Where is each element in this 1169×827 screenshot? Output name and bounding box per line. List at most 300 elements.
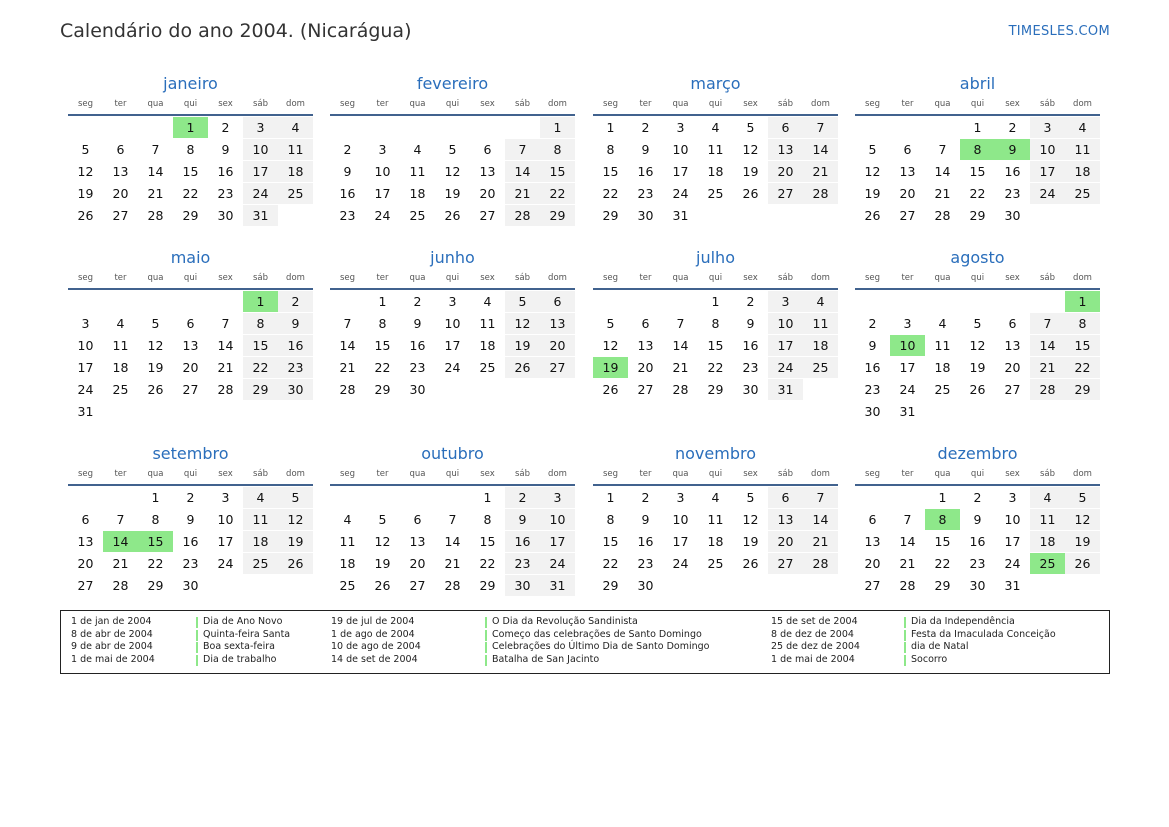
day-cell: 11	[339, 534, 356, 549]
holiday-day: 8	[960, 139, 995, 160]
holiday-date: 8 de abr de 2004	[71, 628, 153, 640]
weekend-day: 15	[540, 161, 575, 182]
week-row	[855, 531, 1100, 552]
empty-cell	[505, 117, 540, 138]
day-cell: 2	[186, 490, 195, 505]
day-cell: 22	[182, 186, 199, 201]
day-cell: 27	[637, 382, 654, 397]
weekend-day: 21	[803, 161, 838, 182]
day-cell: 29	[182, 208, 199, 223]
week-row	[855, 117, 1100, 138]
day-cell: 8	[711, 316, 720, 331]
day-cell: 28	[339, 382, 356, 397]
day-cell: 1	[973, 120, 982, 135]
day-cell: 27	[479, 208, 496, 223]
month-name: agosto	[950, 248, 1005, 267]
day-cell: 14	[147, 164, 164, 179]
weekday-label: dom	[286, 99, 305, 109]
weekend-day: 27	[768, 183, 803, 204]
weekday-header	[593, 465, 838, 483]
weekend-day: 19	[1065, 531, 1100, 552]
month-julho	[593, 247, 838, 400]
day-cell: 8	[378, 316, 387, 331]
day-cell: 5	[151, 316, 160, 331]
weekend-day: 4	[278, 117, 313, 138]
empty-cell	[768, 205, 803, 226]
weekday-label: sex	[743, 273, 758, 283]
day-cell: 29	[707, 382, 724, 397]
week-row	[68, 161, 313, 182]
holiday-date: 25 de dez de 2004	[771, 641, 860, 653]
week-row	[68, 335, 313, 356]
day-cell: 28	[112, 578, 129, 593]
day-cell: 25	[112, 382, 129, 397]
weekend-day: 28	[803, 553, 838, 574]
weekend-day: 29	[540, 205, 575, 226]
weekend-day: 12	[505, 313, 540, 334]
week-row	[855, 401, 1100, 422]
day-cell: 30	[217, 208, 234, 223]
holiday-date: 10 de ago de 2004	[331, 641, 421, 653]
day-cell: 23	[637, 556, 654, 571]
weekend-day: 31	[243, 205, 278, 226]
weekend-day: 24	[768, 357, 803, 378]
day-cell: 14	[444, 534, 461, 549]
weekend-day: 17	[1030, 161, 1065, 182]
holiday-date: 1 de mai de 2004	[771, 653, 855, 665]
day-cell: 23	[339, 208, 356, 223]
week-row	[855, 183, 1100, 204]
day-cell: 7	[938, 142, 947, 157]
day-cell: 9	[413, 316, 422, 331]
weekend-day: 3	[1030, 117, 1065, 138]
month-name: março	[690, 74, 741, 93]
weekday-label: sex	[218, 469, 233, 479]
week-row	[330, 313, 575, 334]
weekday-label: dom	[811, 99, 830, 109]
day-cell: 12	[742, 512, 759, 527]
day-cell: 19	[374, 556, 391, 571]
weekday-label: sáb	[777, 469, 794, 479]
day-cell: 17	[444, 338, 461, 353]
empty-cell	[1030, 575, 1065, 596]
empty-cell	[435, 117, 470, 138]
weekday-label: sáb	[514, 99, 531, 109]
weekend-day: 14	[505, 161, 540, 182]
day-cell: 6	[1008, 316, 1017, 331]
day-cell: 10	[77, 338, 94, 353]
weekend-day: 27	[540, 357, 575, 378]
week-row	[68, 401, 313, 422]
empty-cell	[890, 117, 925, 138]
day-cell: 17	[77, 360, 94, 375]
day-cell: 25	[479, 360, 496, 375]
empty-cell	[733, 575, 768, 596]
day-cell: 13	[409, 534, 426, 549]
holiday-marker	[196, 642, 198, 653]
day-cell: 26	[742, 186, 759, 201]
weekend-day: 7	[505, 139, 540, 160]
week-row	[855, 335, 1100, 356]
day-cell: 24	[444, 360, 461, 375]
weekend-day: 23	[505, 553, 540, 574]
day-cell: 5	[378, 512, 387, 527]
weekday-label: sex	[480, 469, 495, 479]
weekday-label: sáb	[777, 273, 794, 283]
weekday-label: ter	[376, 99, 389, 109]
empty-cell	[103, 117, 138, 138]
weekday-header	[855, 465, 1100, 483]
holiday-date: 8 de dez de 2004	[771, 628, 854, 640]
weekend-day: 17	[768, 335, 803, 356]
weekday-label: seg	[602, 273, 619, 283]
weekday-label: ter	[901, 273, 914, 283]
day-cell: 31	[899, 404, 916, 419]
weekday-label: ter	[114, 273, 127, 283]
weekend-day: 6	[540, 291, 575, 312]
day-cell: 22	[374, 360, 391, 375]
day-cell: 28	[147, 208, 164, 223]
day-cell: 1	[938, 490, 947, 505]
week-row	[855, 509, 1100, 530]
weekend-day: 19	[505, 335, 540, 356]
weekend-day: 18	[803, 335, 838, 356]
holiday-marker	[904, 630, 906, 641]
day-cell: 12	[602, 338, 619, 353]
weekend-day: 4	[1030, 487, 1065, 508]
weekday-label: qui	[970, 99, 985, 109]
weekday-header	[68, 95, 313, 113]
weekday-label: seg	[602, 469, 619, 479]
month-novembro	[593, 443, 838, 596]
empty-cell	[1065, 205, 1100, 226]
holiday-marker	[485, 642, 487, 653]
weekend-day: 15	[243, 335, 278, 356]
day-cell: 13	[637, 338, 654, 353]
weekend-day: 26	[1065, 553, 1100, 574]
holiday-marker	[196, 617, 198, 628]
day-cell: 12	[864, 164, 881, 179]
day-cell: 26	[742, 556, 759, 571]
week-row	[593, 313, 838, 334]
weekend-day: 11	[278, 139, 313, 160]
weekday-label: qua	[409, 469, 426, 479]
holiday-date: 19 de jul de 2004	[331, 616, 415, 627]
empty-cell	[208, 291, 243, 312]
week-row	[593, 291, 838, 312]
weekend-day: 10	[1030, 139, 1065, 160]
day-cell: 30	[182, 578, 199, 593]
weekday-label: dom	[548, 469, 567, 479]
weekday-header	[855, 95, 1100, 113]
day-cell: 30	[1004, 208, 1021, 223]
day-cell: 10	[217, 512, 234, 527]
day-cell: 13	[479, 164, 496, 179]
weekend-day: 6	[768, 117, 803, 138]
weekday-label: qui	[708, 469, 723, 479]
month-março	[593, 73, 838, 226]
day-cell: 7	[221, 316, 230, 331]
weekend-day: 6	[768, 487, 803, 508]
day-cell: 20	[637, 360, 654, 375]
day-cell: 22	[602, 556, 619, 571]
day-cell: 17	[672, 534, 689, 549]
weekday-label: sáb	[777, 99, 794, 109]
empty-cell	[890, 291, 925, 312]
weekend-day: 31	[768, 379, 803, 400]
empty-cell	[768, 575, 803, 596]
holiday-marker	[485, 617, 487, 628]
month-name: setembro	[152, 444, 229, 463]
day-cell: 12	[147, 338, 164, 353]
day-cell: 3	[1008, 490, 1017, 505]
weekend-day: 29	[243, 379, 278, 400]
day-cell: 24	[672, 556, 689, 571]
weekday-label: qua	[672, 469, 689, 479]
week-row	[330, 335, 575, 356]
weekend-day: 8	[1065, 313, 1100, 334]
day-cell: 21	[112, 556, 129, 571]
day-cell: 5	[448, 142, 457, 157]
day-cell: 22	[934, 556, 951, 571]
holiday-name: O Dia da Revolução Sandinista	[492, 616, 638, 627]
day-cell: 6	[116, 142, 125, 157]
weekend-day: 10	[243, 139, 278, 160]
day-cell: 3	[676, 490, 685, 505]
day-cell: 21	[444, 556, 461, 571]
weekday-header	[330, 269, 575, 287]
day-cell: 12	[444, 164, 461, 179]
day-cell: 15	[182, 164, 199, 179]
day-cell: 22	[602, 186, 619, 201]
holiday-name: Socorro	[911, 653, 948, 665]
day-cell: 15	[479, 534, 496, 549]
day-cell: 22	[707, 360, 724, 375]
day-cell: 25	[409, 208, 426, 223]
weekday-label: ter	[376, 273, 389, 283]
week-row	[68, 313, 313, 334]
day-cell: 24	[77, 382, 94, 397]
day-cell: 1	[483, 490, 492, 505]
empty-cell	[365, 117, 400, 138]
empty-cell	[400, 487, 435, 508]
day-cell: 8	[483, 512, 492, 527]
day-cell: 6	[483, 142, 492, 157]
day-cell: 18	[479, 338, 496, 353]
weekend-day: 11	[1030, 509, 1065, 530]
day-cell: 14	[217, 338, 234, 353]
day-cell: 10	[1004, 512, 1021, 527]
week-row	[68, 139, 313, 160]
empty-cell	[365, 487, 400, 508]
day-cell: 20	[899, 186, 916, 201]
week-row	[593, 335, 838, 356]
month-agosto	[855, 247, 1100, 422]
day-cell: 26	[602, 382, 619, 397]
empty-cell	[540, 379, 575, 400]
weekend-day: 3	[540, 487, 575, 508]
day-cell: 16	[409, 338, 426, 353]
day-cell: 7	[151, 142, 160, 157]
empty-cell	[855, 291, 890, 312]
month-name: maio	[170, 248, 211, 267]
weekday-label: ter	[901, 469, 914, 479]
empty-cell	[663, 575, 698, 596]
holiday-name: Boa sexta-feira	[203, 641, 275, 653]
weekend-day: 25	[1065, 183, 1100, 204]
week-row	[68, 531, 313, 552]
month-dezembro	[855, 443, 1100, 596]
day-cell: 27	[409, 578, 426, 593]
day-cell: 26	[374, 578, 391, 593]
empty-cell	[173, 291, 208, 312]
day-cell: 2	[1008, 120, 1017, 135]
weekend-day: 10	[540, 509, 575, 530]
day-cell: 4	[938, 316, 947, 331]
empty-cell	[960, 291, 995, 312]
week-row	[855, 205, 1100, 226]
day-cell: 11	[934, 338, 951, 353]
weekend-day: 31	[540, 575, 575, 596]
weekend-day: 28	[505, 205, 540, 226]
week-row	[330, 553, 575, 574]
day-cell: 21	[339, 360, 356, 375]
day-cell: 3	[676, 120, 685, 135]
header-rule	[68, 288, 313, 290]
day-cell: 27	[77, 578, 94, 593]
weekday-label: qui	[183, 469, 198, 479]
day-cell: 2	[746, 294, 755, 309]
day-cell: 5	[746, 120, 755, 135]
day-cell: 25	[707, 186, 724, 201]
weekday-label: qua	[934, 469, 951, 479]
day-cell: 23	[969, 556, 986, 571]
weekday-label: sex	[480, 99, 495, 109]
day-cell: 13	[77, 534, 94, 549]
day-cell: 3	[81, 316, 90, 331]
empty-cell	[995, 401, 1030, 422]
week-row	[330, 205, 575, 226]
weekend-day: 10	[768, 313, 803, 334]
week-row	[593, 379, 838, 400]
weekday-label: sex	[1005, 469, 1020, 479]
empty-cell	[278, 205, 313, 226]
weekend-day: 13	[768, 509, 803, 530]
day-cell: 5	[81, 142, 90, 157]
day-cell: 8	[606, 142, 615, 157]
header-rule	[68, 114, 313, 116]
empty-cell	[330, 117, 365, 138]
week-row	[593, 183, 838, 204]
day-cell: 23	[637, 186, 654, 201]
day-cell: 19	[864, 186, 881, 201]
day-cell: 19	[444, 186, 461, 201]
weekend-day: 2	[505, 487, 540, 508]
day-cell: 19	[969, 360, 986, 375]
day-cell: 28	[444, 578, 461, 593]
week-row	[330, 139, 575, 160]
site-link[interactable]: TIMESLES.COM	[1008, 24, 1110, 39]
weekend-day: 24	[1030, 183, 1065, 204]
weekday-label: dom	[548, 273, 567, 283]
day-cell: 4	[116, 316, 125, 331]
day-cell: 28	[217, 382, 234, 397]
day-cell: 10	[444, 316, 461, 331]
holiday-marker	[904, 642, 906, 653]
week-row	[855, 487, 1100, 508]
weekday-label: seg	[864, 99, 881, 109]
empty-cell	[400, 117, 435, 138]
weekday-label: qui	[445, 273, 460, 283]
weekend-day: 5	[1065, 487, 1100, 508]
day-cell: 16	[742, 338, 759, 353]
weekend-day: 12	[278, 509, 313, 530]
day-cell: 16	[339, 186, 356, 201]
day-cell: 16	[969, 534, 986, 549]
empty-cell	[1030, 205, 1065, 226]
day-cell: 31	[672, 208, 689, 223]
weekday-label: qua	[147, 273, 164, 283]
weekday-label: qua	[147, 99, 164, 109]
day-cell: 16	[1004, 164, 1021, 179]
weekday-header	[68, 269, 313, 287]
day-cell: 11	[707, 142, 724, 157]
weekday-label: dom	[1073, 99, 1092, 109]
weekday-label: qui	[445, 469, 460, 479]
weekend-day: 4	[1065, 117, 1100, 138]
empty-cell	[103, 401, 138, 422]
week-row	[68, 357, 313, 378]
month-name: dezembro	[937, 444, 1018, 463]
weekend-day: 30	[278, 379, 313, 400]
empty-cell	[103, 291, 138, 312]
month-fevereiro	[330, 73, 575, 226]
day-cell: 26	[147, 382, 164, 397]
header-rule	[330, 114, 575, 116]
weekday-label: qua	[147, 469, 164, 479]
day-cell: 4	[711, 120, 720, 135]
day-cell: 14	[672, 338, 689, 353]
day-cell: 2	[221, 120, 230, 135]
weekend-day: 18	[1030, 531, 1065, 552]
day-cell: 29	[374, 382, 391, 397]
holiday-name: Dia de trabalho	[203, 653, 277, 665]
day-cell: 26	[864, 208, 881, 223]
week-row	[330, 357, 575, 378]
day-cell: 18	[112, 360, 129, 375]
day-cell: 4	[711, 490, 720, 505]
day-cell: 17	[1004, 534, 1021, 549]
week-row	[593, 205, 838, 226]
weekend-day: 11	[803, 313, 838, 334]
header-rule	[330, 288, 575, 290]
day-cell: 18	[409, 186, 426, 201]
weekday-label: qua	[934, 273, 951, 283]
day-cell: 8	[606, 512, 615, 527]
week-row	[593, 553, 838, 574]
weekend-day: 23	[278, 357, 313, 378]
weekday-label: sex	[218, 273, 233, 283]
day-cell: 6	[868, 512, 877, 527]
holiday-marker	[196, 630, 198, 641]
weekday-label: sex	[218, 99, 233, 109]
weekday-label: sáb	[252, 469, 269, 479]
day-cell: 25	[934, 382, 951, 397]
weekday-label: qua	[672, 99, 689, 109]
week-row	[855, 575, 1100, 596]
week-row	[593, 161, 838, 182]
day-cell: 10	[672, 512, 689, 527]
